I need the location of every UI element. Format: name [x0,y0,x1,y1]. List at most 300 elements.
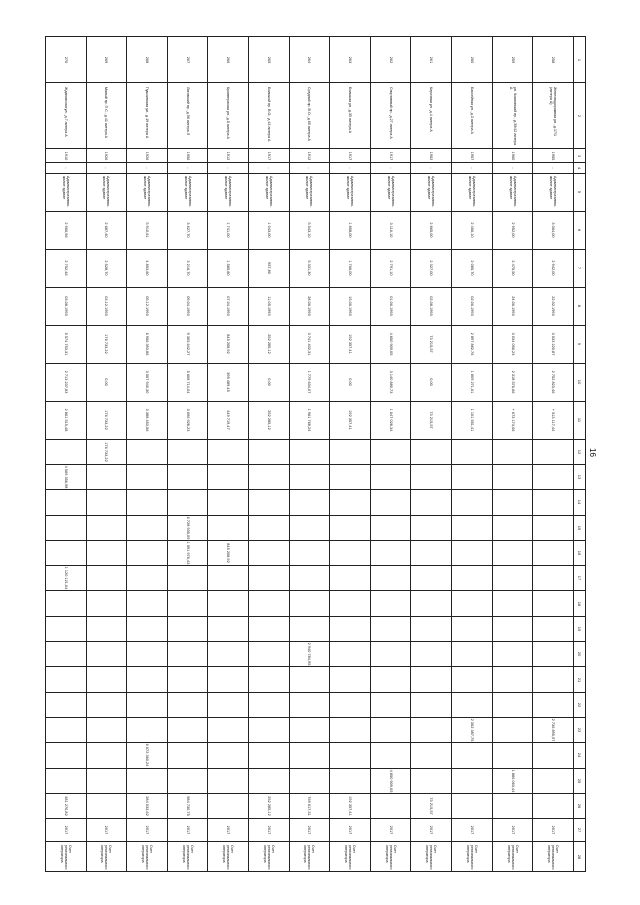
table-cell [46,249,87,287]
table-cell [330,211,371,249]
cell-n10: 1 809 271,61 [469,370,474,394]
table-cell [289,819,330,842]
table-cell [46,174,87,212]
cell-n7: 2 085,70 [469,260,474,276]
table-cell [411,692,452,717]
table-cell [127,842,168,872]
table-cell [208,793,249,818]
table-cell [86,842,127,872]
cell-n8: 09.04.1993 [185,296,190,317]
table-cell [533,148,574,163]
column-number: 2 [577,114,583,117]
cell-n7: 1 766,00 [348,260,353,276]
table-cell [370,249,411,287]
table-cell [249,667,290,692]
table-cell [46,667,87,692]
table-band-col-4 [46,163,586,174]
cell-year: 1956 [185,151,190,160]
table-cell [411,793,452,818]
cell-note: Счет регионального оператора [222,844,235,870]
table-cell [127,515,168,540]
cell-c4: - [145,167,150,169]
table-cell [492,540,533,565]
table-cell [330,174,371,212]
table-cell [127,768,168,793]
table-cell [492,515,533,540]
cell-year: 1926 [145,151,150,160]
table-cell [127,566,168,591]
table-cell [533,566,574,591]
cell-id: 265 [266,56,271,63]
cell-n10: 3 140 880,73 [388,370,393,394]
cell-year: 1926 [104,151,109,160]
table-cell [208,819,249,842]
cell-note: Счет регионального оператора [344,844,357,870]
table-cell [249,363,290,401]
register-table-sheet [45,36,585,872]
table-cell [533,464,574,489]
cell-n8: 22.02.1993 [551,296,556,317]
table-cell [411,325,452,363]
table-band-col-7 [46,249,586,287]
table-cell [46,287,87,325]
table-cell [452,819,493,842]
cell-address: Лиговский пр., д.56 литера Л [185,86,190,135]
cell-address: Пушкинская ул., д.19 литера А [145,86,150,138]
column-number-cell [573,515,585,540]
cell-n11: 176 733,22 [104,410,109,430]
cell-type: Административно-жилое здание [224,176,233,208]
table-cell [330,401,371,439]
table-cell [249,591,290,616]
cell-n8: 03.08.1993 [63,296,68,317]
table-cell [370,692,411,717]
table-cell [370,439,411,464]
cell-year: 1912 [226,151,231,160]
table-cell [370,211,411,249]
table-cell [86,249,127,287]
table-cell [370,401,411,439]
table-cell [370,566,411,591]
table-cell [86,667,127,692]
page-number: 16 [587,448,597,457]
table-cell [492,83,533,148]
cell-n16: 1 591 976,43 [185,541,190,565]
table-cell [127,363,168,401]
table-cell [46,616,87,641]
column-number-cell [573,37,585,83]
cell-yr: 2017 [510,825,515,835]
table-cell [86,616,127,641]
table-cell [492,692,533,717]
table-cell [533,174,574,212]
table-cell [249,490,290,515]
column-number-cell [573,616,585,641]
cell-n7: 5 331,30 [307,260,312,276]
table-band-col-26 [46,793,586,818]
table-cell [492,842,533,872]
cell-n9: 3 741 402,31 [307,332,312,356]
table-cell [492,287,533,325]
table-cell [492,363,533,401]
cell-n6: 3 627,70 [185,222,190,239]
table-cell [127,642,168,667]
table-cell [46,148,87,163]
cell-n9: 73 215,57 [429,335,434,353]
table-cell [289,249,330,287]
cell-yr: 2017 [307,825,312,835]
cell-note: Счет регионального оператора [181,844,194,870]
table-cell [208,743,249,768]
cell-n7: 2 475,50 [510,260,515,276]
cell-yr: 2017 [348,825,353,835]
table-cell [289,642,330,667]
cell-n11: 1 101 551,41 [469,408,474,432]
table-band-col-6 [46,211,586,249]
table-cell [289,616,330,641]
table-cell [411,439,452,464]
table-cell [208,148,249,163]
column-number: 5 [577,191,583,194]
column-number-cell [573,83,585,148]
cell-note: Счет регионального оператора [141,844,154,870]
column-number: 11 [577,418,583,423]
table-cell [452,667,493,692]
cell-note: Счет регионального оператора [547,844,560,870]
cell-n23: 2 362 387,75 [469,718,474,742]
cell-id: 258 [551,56,556,63]
table-band-col-20 [46,642,586,667]
table-cell [46,490,87,515]
cell-address: Кирочная ул., д.4 литера А [429,86,434,132]
table-cell [86,37,127,83]
table-cell [208,717,249,742]
table-cell [167,717,208,742]
column-number-cell [573,768,585,793]
table-cell [249,692,290,717]
table-band-col-5 [46,174,586,212]
table-cell [452,287,493,325]
table-cell [289,515,330,540]
table-cell [86,591,127,616]
table-cell [452,325,493,363]
cell-n9: 9 305 642,27 [185,332,190,356]
table-cell [370,616,411,641]
table-cell [249,566,290,591]
table-cell [533,325,574,363]
table-cell [167,793,208,818]
table-cell [411,591,452,616]
table-cell [167,325,208,363]
cell-n7: 3 216,70 [185,260,190,276]
cell-c4: - [63,167,68,169]
table-cell [127,616,168,641]
table-cell [249,743,290,768]
table-cell [330,490,371,515]
table-cell [330,842,371,872]
table-cell [208,287,249,325]
table-cell [289,464,330,489]
table-cell [86,768,127,793]
table-cell [452,490,493,515]
table-cell [452,37,493,83]
cell-n10: 2 713 237,83 [63,370,68,394]
table-cell [452,642,493,667]
cell-c4: - [226,167,231,169]
column-number: 26 [577,803,583,809]
table-cell [492,249,533,287]
table-cell [249,325,290,363]
table-cell [533,642,574,667]
column-number: 19 [577,626,583,632]
table-cell [289,743,330,768]
cell-id: 267 [185,56,190,63]
table-cell [330,591,371,616]
table-cell [86,819,127,842]
table-cell [167,819,208,842]
table-cell [208,540,249,565]
table-cell [208,363,249,401]
cell-note: Счет регионального оператора [506,844,519,870]
table-cell [330,249,371,287]
table-cell [46,464,87,489]
cell-n10: 2 318 576,66 [510,370,515,394]
cell-address: Ждановская ул., д.7 литера А [63,86,68,137]
cell-n9: 3 034 056,23 [510,332,515,356]
table-cell [86,490,127,515]
table-cell [289,363,330,401]
cell-n10: 0,00 [429,378,434,387]
cell-address: Средний пр. В.О., д.65 литера А [307,86,312,141]
table-cell [86,743,127,768]
cell-yr: 2017 [145,825,150,835]
cell-id: 263 [348,56,353,63]
cell-n8: 01.06.1993 [388,296,393,317]
cell-n26: 284 033,62 [145,796,150,816]
table-cell [289,667,330,692]
table-cell [167,692,208,717]
table-cell [289,174,330,212]
column-number: 23 [577,727,583,733]
table-band-col-25 [46,768,586,793]
table-cell [452,363,493,401]
table-cell [86,163,127,174]
table-cell [208,439,249,464]
table-cell [370,287,411,325]
column-number-cell [573,591,585,616]
cell-note: Счет регионального оператора [59,844,72,870]
column-number-cell [573,566,585,591]
cell-n8: 11.05.1993 [266,296,271,316]
table-cell [452,83,493,148]
cell-n26: 984 730,75 [185,796,190,816]
table-cell [452,717,493,742]
cell-n10: 395 489,45 [226,372,231,393]
table-cell [86,642,127,667]
column-number: 14 [577,500,583,505]
table-cell [46,591,87,616]
table-band-col-8 [46,287,586,325]
table-cell [167,540,208,565]
table-cell [249,37,290,83]
cell-c4: - [104,167,109,169]
table-cell [411,743,452,768]
cell-n26: 769 617,31 [307,796,312,816]
table-cell [452,616,493,641]
cell-yr: 2017 [226,825,231,835]
cell-n6: 3 064,00 [551,222,556,239]
table-cell [370,591,411,616]
table-cell [330,163,371,174]
cell-c4: - [510,167,515,169]
table-band-col-13 [46,464,586,489]
table-cell [533,540,574,565]
cell-n7: 4 853,60 [145,260,150,276]
cell-n8: 02.06.1993 [469,296,474,317]
table-cell [167,439,208,464]
cell-n8: 28.06.1993 [307,296,312,317]
table-cell [289,401,330,439]
table-cell [86,174,127,212]
cell-type: Административно-жилое здание [386,176,395,208]
table-cell [330,616,371,641]
table-cell [46,540,87,565]
table-cell [46,819,87,842]
table-cell [127,464,168,489]
table-cell [86,692,127,717]
table-cell [330,692,371,717]
table-cell [167,642,208,667]
cell-n7: 2 942,00 [551,260,556,276]
table-cell [452,591,493,616]
cell-type: Административно-жилое здание [183,176,192,208]
table-cell [249,287,290,325]
table-cell [46,566,87,591]
column-number: 16 [577,550,583,556]
table-cell [492,591,533,616]
table-cell [289,37,330,83]
cell-c4: - [266,167,271,169]
column-number-cell [573,325,585,363]
table-cell [127,540,168,565]
table-cell [127,717,168,742]
table-cell [127,743,168,768]
table-cell [167,401,208,439]
cell-year: 1957 [469,151,474,160]
cell-n7: 2 791,10 [388,260,393,276]
table-cell [289,540,330,565]
table-cell [167,842,208,872]
table-cell [330,439,371,464]
cell-yr: 2017 [388,825,393,835]
cell-n13: 4 569 356,98 [63,465,68,489]
table-cell [86,83,127,148]
table-cell [249,163,290,174]
column-number: 10 [577,380,583,385]
table-cell [289,287,330,325]
table-cell [249,401,290,439]
table-cell [330,83,371,148]
table-cell [46,717,87,742]
table-cell [411,174,452,212]
cell-c4: - [429,167,434,169]
table-cell [330,148,371,163]
table-cell [411,667,452,692]
table-cell [208,616,249,641]
table-cell [533,768,574,793]
table-cell [208,325,249,363]
cell-n11: 192 357,41 [348,410,353,430]
cell-n6: 1 858,00 [348,222,353,239]
table-cell [289,566,330,591]
cell-n16: 845 208,92 [226,543,231,563]
table-cell [533,249,574,287]
table-cell [127,211,168,249]
table-cell [289,148,330,163]
table-cell [370,642,411,667]
table-cell [289,793,330,818]
column-number-cell [573,148,585,163]
cell-n11: 252 285,12 [266,410,271,430]
table-cell [127,287,168,325]
table-cell [249,148,290,163]
table-cell [208,768,249,793]
table-cell [533,363,574,401]
column-number: 6 [577,229,583,232]
table-cell [330,363,371,401]
table-band-col-23 [46,717,586,742]
cell-n10: 2 752 823,46 [551,370,556,394]
table-cell [289,325,330,363]
cell-n17: 1 120 121,04 [63,566,68,590]
table-cell [492,401,533,439]
cell-n10: 0,00 [348,378,353,387]
table-cell [492,163,533,174]
cell-n9: 5 574 753,31 [63,332,68,356]
cell-n25: 4 850 909,05 [388,769,393,793]
cell-n9: 252 285,12 [266,334,271,355]
table-cell [208,249,249,287]
cell-c4: - [388,167,393,169]
table-cell [533,211,574,249]
cell-n10: 5 608 714,04 [185,370,190,394]
table-cell [411,490,452,515]
table-cell [452,401,493,439]
table-cell [208,566,249,591]
cell-n11: + 673 173,06 [510,408,515,432]
table-cell [46,642,87,667]
table-cell [330,793,371,818]
table-cell [167,490,208,515]
column-number: 21 [577,677,583,682]
cell-n9: 176 733,22 [104,334,109,355]
cell-n26: 192 357,41 [348,796,353,816]
cell-n10: 0,00 [104,378,109,387]
cell-n7: 957,80 [266,262,271,275]
cell-n10: 3 567 940,30 [145,370,150,394]
table-cell [86,717,127,742]
table-cell [492,667,533,692]
table-cell [411,768,452,793]
table-cell [86,325,127,363]
cell-note: Счет регионального оператора [262,844,275,870]
table-cell [452,464,493,489]
table-band-col-14 [46,490,586,515]
cell-id: 268 [145,56,150,63]
column-number-cell [573,490,585,515]
column-number-cell [573,464,585,489]
table-cell [452,163,493,174]
